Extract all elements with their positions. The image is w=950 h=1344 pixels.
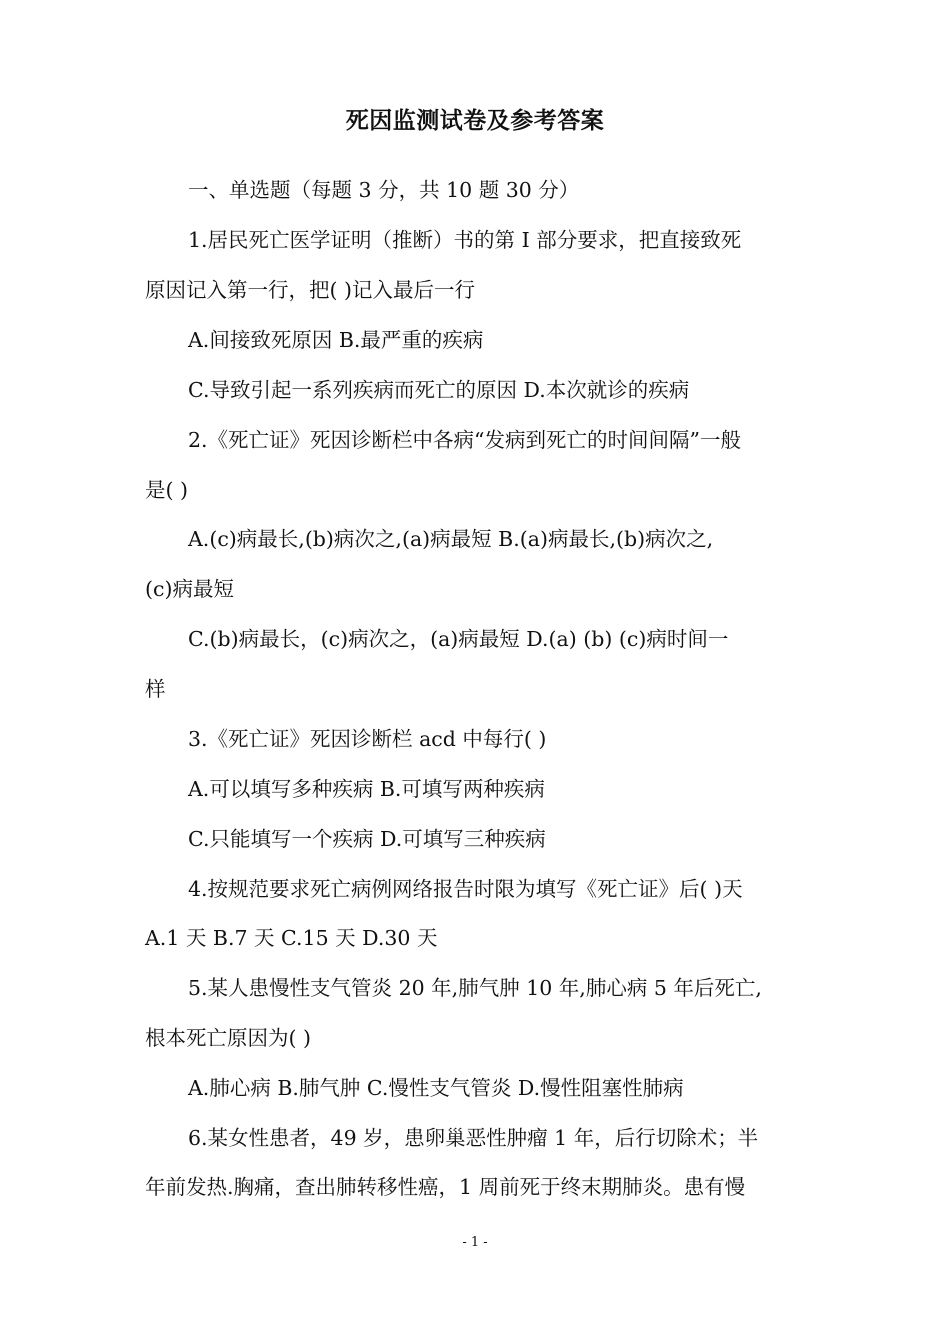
question-1-options-ab: A.间接致死原因 B.最严重的疾病 [188, 328, 484, 352]
question-2-text: 2.《死亡证》死因诊断栏中各病“发病到死亡的时间间隔”一般 [188, 428, 742, 452]
question-6-text-continued: 年前发热.胸痛，查出肺转移性癌，1 周前死于终末期肺炎。患有慢 [145, 1175, 746, 1199]
question-4-text: 4.按规范要求死亡病例网络报告时限为填写《死亡证》后( )天 [188, 877, 743, 901]
question-2-options-ab-continued: (c)病最短 [145, 577, 234, 601]
question-5-options: A.肺心病 B.肺气肿 C.慢性支气管炎 D.慢性阻塞性肺病 [188, 1076, 684, 1100]
document-title: 死因监测试卷及参考答案 [345, 107, 605, 134]
question-1-options-cd: C.导致引起一系列疾病而死亡的原因 D.本次就诊的疾病 [188, 378, 690, 402]
question-1-text: 1.居民死亡医学证明（推断）书的第 I 部分要求，把直接致死 [188, 228, 742, 252]
section-heading: 一、单选题（每题 3 分，共 10 题 30 分） [188, 178, 580, 202]
question-6-text: 6.某女性患者，49 岁，患卵巢恶性肿瘤 1 年，后行切除术；半 [188, 1126, 759, 1150]
question-3-text: 3.《死亡证》死因诊断栏 acd 中每行( ) [188, 727, 547, 751]
question-5-text-continued: 根本死亡原因为( ) [145, 1026, 312, 1050]
question-3-options-cd: C.只能填写一个疾病 D.可填写三种疾病 [188, 827, 546, 851]
page-number: - 1 - [462, 1235, 488, 1250]
question-2-text-continued: 是( ) [145, 478, 189, 502]
question-5-text: 5.某人患慢性支气管炎 20 年,肺气肿 10 年,肺心病 5 年后死亡, [188, 976, 762, 1000]
question-4-options: A.1 天 B.7 天 C.15 天 D.30 天 [145, 926, 438, 950]
question-2-options-ab: A.(c)病最长,(b)病次之,(a)病最短 B.(a)病最长,(b)病次之, [188, 527, 714, 551]
question-2-options-cd-continued: 样 [145, 677, 166, 701]
question-1-text-continued: 原因记入第一行，把( )记入最后一行 [145, 278, 476, 302]
question-2-options-cd: C.(b)病最长，(c)病次之，(a)病最短 D.(a) (b) (c)病时间一 [188, 627, 729, 651]
question-3-options-ab: A.可以填写多种疾病 B.可填写两种疾病 [188, 777, 545, 801]
